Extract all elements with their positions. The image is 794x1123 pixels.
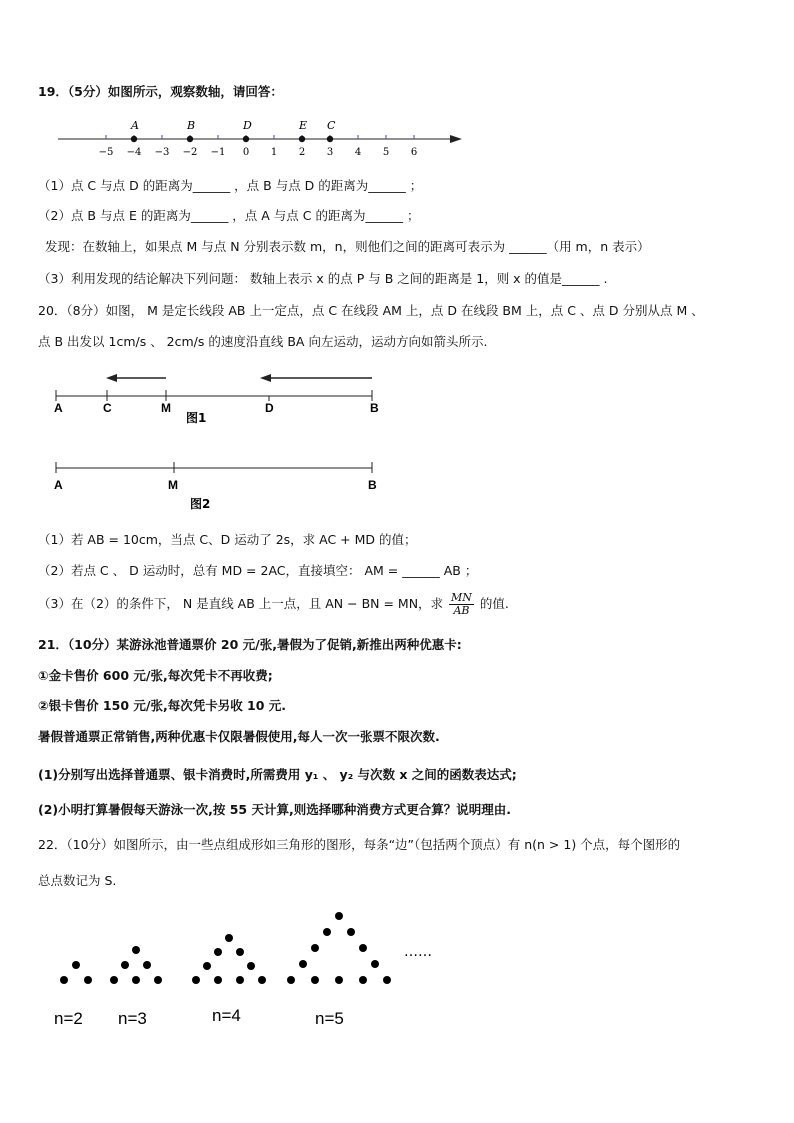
q20-part3-tail: 的值.: [479, 596, 509, 611]
fig1-label-m: M: [161, 401, 171, 415]
triangle-dot: [192, 976, 200, 984]
triangle-figure-n5: [287, 912, 391, 984]
fraction-numerator: MN: [451, 591, 472, 604]
triangle-dot: [335, 976, 343, 984]
point-e: [299, 136, 305, 142]
fig1-label-c: C: [103, 401, 112, 415]
triangle-dot: [214, 976, 222, 984]
fig1-arrow-c-head-icon: [106, 374, 117, 382]
triangle-dot: [84, 976, 92, 984]
fig2-caption: 图2: [190, 497, 211, 511]
q20-fraction: [449, 592, 474, 617]
q20-part1: （1）若 AB = 10cm，当点 C、D 运动了 2s，求 AC + MD 的值；: [38, 532, 417, 547]
triangle-dot: [154, 976, 162, 984]
number-line-tick-label: −1: [210, 147, 226, 158]
label-n5: n=5: [315, 1009, 344, 1028]
number-line-tick-label: 6: [410, 147, 418, 158]
point-b: [187, 136, 193, 142]
triangle-dot: [258, 976, 266, 984]
triangle-dot: [110, 976, 118, 984]
number-line-tick-label: 4: [354, 147, 362, 158]
fig2-label-m: M: [168, 478, 178, 492]
triangle-figure-n3: [110, 946, 162, 984]
number-line-tick-label: −2: [182, 147, 198, 158]
figure-2: [54, 462, 377, 511]
point-a: [131, 136, 137, 142]
triangle-figure-n4: [192, 934, 266, 984]
figure-ellipsis: ……: [404, 944, 432, 960]
number-line-tick-label: −3: [154, 147, 170, 158]
q22-line1: 22．（10分）如图所示，由一些点组成形如三角形的图形，每条“边”（包括两个顶点）有 n(n > 1) 个点，每个图形的: [38, 837, 681, 852]
triangle-dot: [323, 928, 331, 936]
triangle-dot: [311, 976, 319, 984]
triangle-dot: [247, 962, 255, 970]
q20-part3-text: （3）在（2）的条件下， N 是直线 AB 上一点，且 AN − BN = MN，求: [38, 596, 444, 611]
triangle-dot: [225, 934, 233, 942]
point-c: [327, 136, 333, 142]
triangle-dot: [299, 960, 307, 968]
point-label-e: E: [299, 119, 308, 132]
triangle-dot: [383, 976, 391, 984]
number-line-tick-label: 1: [270, 147, 278, 158]
triangle-dot: [132, 946, 140, 954]
label-n2: n=2: [54, 1009, 83, 1028]
q21-line1: 21．（10分）某游泳池普通票价 20 元/张,暑假为了促销,新推出两种优惠卡:: [38, 637, 462, 652]
triangle-dot-figures: [60, 912, 391, 984]
triangle-dot: [236, 948, 244, 956]
triangle-dot: [371, 960, 379, 968]
triangle-figure-n2: [60, 961, 92, 984]
q19-part2: （2）点 B 与点 E 的距离为______ ，点 A 与点 C 的距离为______ ；: [38, 208, 420, 223]
q21-line5: (1)分别写出选择普通票、银卡消费时,所需费用 y₁ 、 y₂ 与次数 x 之间的函数表达式;: [38, 767, 517, 782]
number-line-tick-label: 5: [382, 147, 390, 158]
q22-line2: 总点数记为 S.: [38, 873, 117, 888]
number-line-tick-label: 0: [242, 147, 250, 158]
triangle-dot: [214, 948, 222, 956]
number-line-tick-label: 3: [326, 147, 334, 158]
q21-line3: ②银卡售价 150 元/张,每次凭卡另收 10 元.: [38, 698, 287, 713]
triangle-dot: [311, 944, 319, 952]
q19-title: 19．（5分）如图所示，观察数轴，请回答：: [38, 84, 283, 99]
number-line-tick-label: 2: [298, 147, 306, 158]
triangle-dot: [335, 912, 343, 920]
fig1-label-a: A: [54, 401, 63, 415]
triangle-dot: [287, 976, 295, 984]
q20-part2: （2）若点 C 、 D 运动时，总有 MD = 2AC，直接填空： AM = ______ AB ；: [38, 563, 478, 578]
figure-1: [54, 374, 379, 425]
q19-part1: （1）点 C 与点 D 的距离为______ ，点 B 与点 D 的距离为______ ；: [38, 178, 423, 193]
fig2-label-b: B: [368, 478, 377, 492]
point-label-d: D: [243, 119, 252, 132]
triangle-dot: [359, 944, 367, 952]
fig1-caption: 图1: [186, 411, 207, 425]
fraction-denominator: AB: [453, 604, 470, 617]
triangle-dot: [143, 961, 151, 969]
number-line: [58, 119, 462, 158]
number-line-tick-label: −5: [98, 147, 114, 158]
triangle-dot: [347, 928, 355, 936]
q21-line6: (2)小明打算暑假每天游泳一次,按 55 天计算,则选择哪种消费方式更合算？说明理由.: [38, 802, 511, 817]
q20-text-line2: 点 B 出发以 1cm/s 、 2cm/s 的速度沿直线 BA 向左运动，运动方向如箭头所示.: [38, 334, 488, 349]
q21-line4: 暑假普通票正常销售,两种优惠卡仅限暑假使用,每人一次一张票不限次数.: [38, 729, 440, 744]
triangle-dot: [203, 962, 211, 970]
point-label-b: B: [187, 119, 196, 132]
q21-line2: ①金卡售价 600 元/张,每次凭卡不再收费;: [38, 668, 273, 683]
label-n4: n=4: [212, 1006, 241, 1025]
fig2-label-a: A: [54, 478, 63, 492]
number-line-arrow-icon: [450, 135, 462, 143]
triangle-dot: [60, 976, 68, 984]
q19-discovery: 发现：在数轴上，如果点 M 与点 N 分别表示数 m，n，则他们之间的距离可表示为 ______（用 m，n 表示）: [45, 239, 650, 254]
triangle-dot: [359, 976, 367, 984]
fig1-arrow-d-head-icon: [260, 374, 271, 382]
point-label-c: C: [327, 119, 336, 132]
point-d: [243, 136, 249, 142]
triangle-dot: [132, 976, 140, 984]
q19-part3: （3）利用发现的结论解决下列问题： 数轴上表示 x 的点 P 与 B 之间的距离是 1，则 x 的值是______ .: [38, 271, 608, 286]
fig1-label-b: B: [370, 401, 379, 415]
fig1-label-d: D: [265, 401, 274, 415]
triangle-dot: [236, 976, 244, 984]
number-line-tick-label: −4: [126, 147, 142, 158]
q20-part3: [38, 588, 509, 620]
point-label-a: A: [131, 119, 139, 132]
triangle-dot: [121, 961, 129, 969]
label-n3: n=3: [118, 1009, 147, 1028]
q20-text-line1: 20．（8分）如图， M 是定长线段 AB 上一定点，点 C 在线段 AM 上，点 D 在线段 BM 上，点 C 、点 D 分别从点 M 、: [38, 303, 704, 318]
triangle-dot: [72, 961, 80, 969]
